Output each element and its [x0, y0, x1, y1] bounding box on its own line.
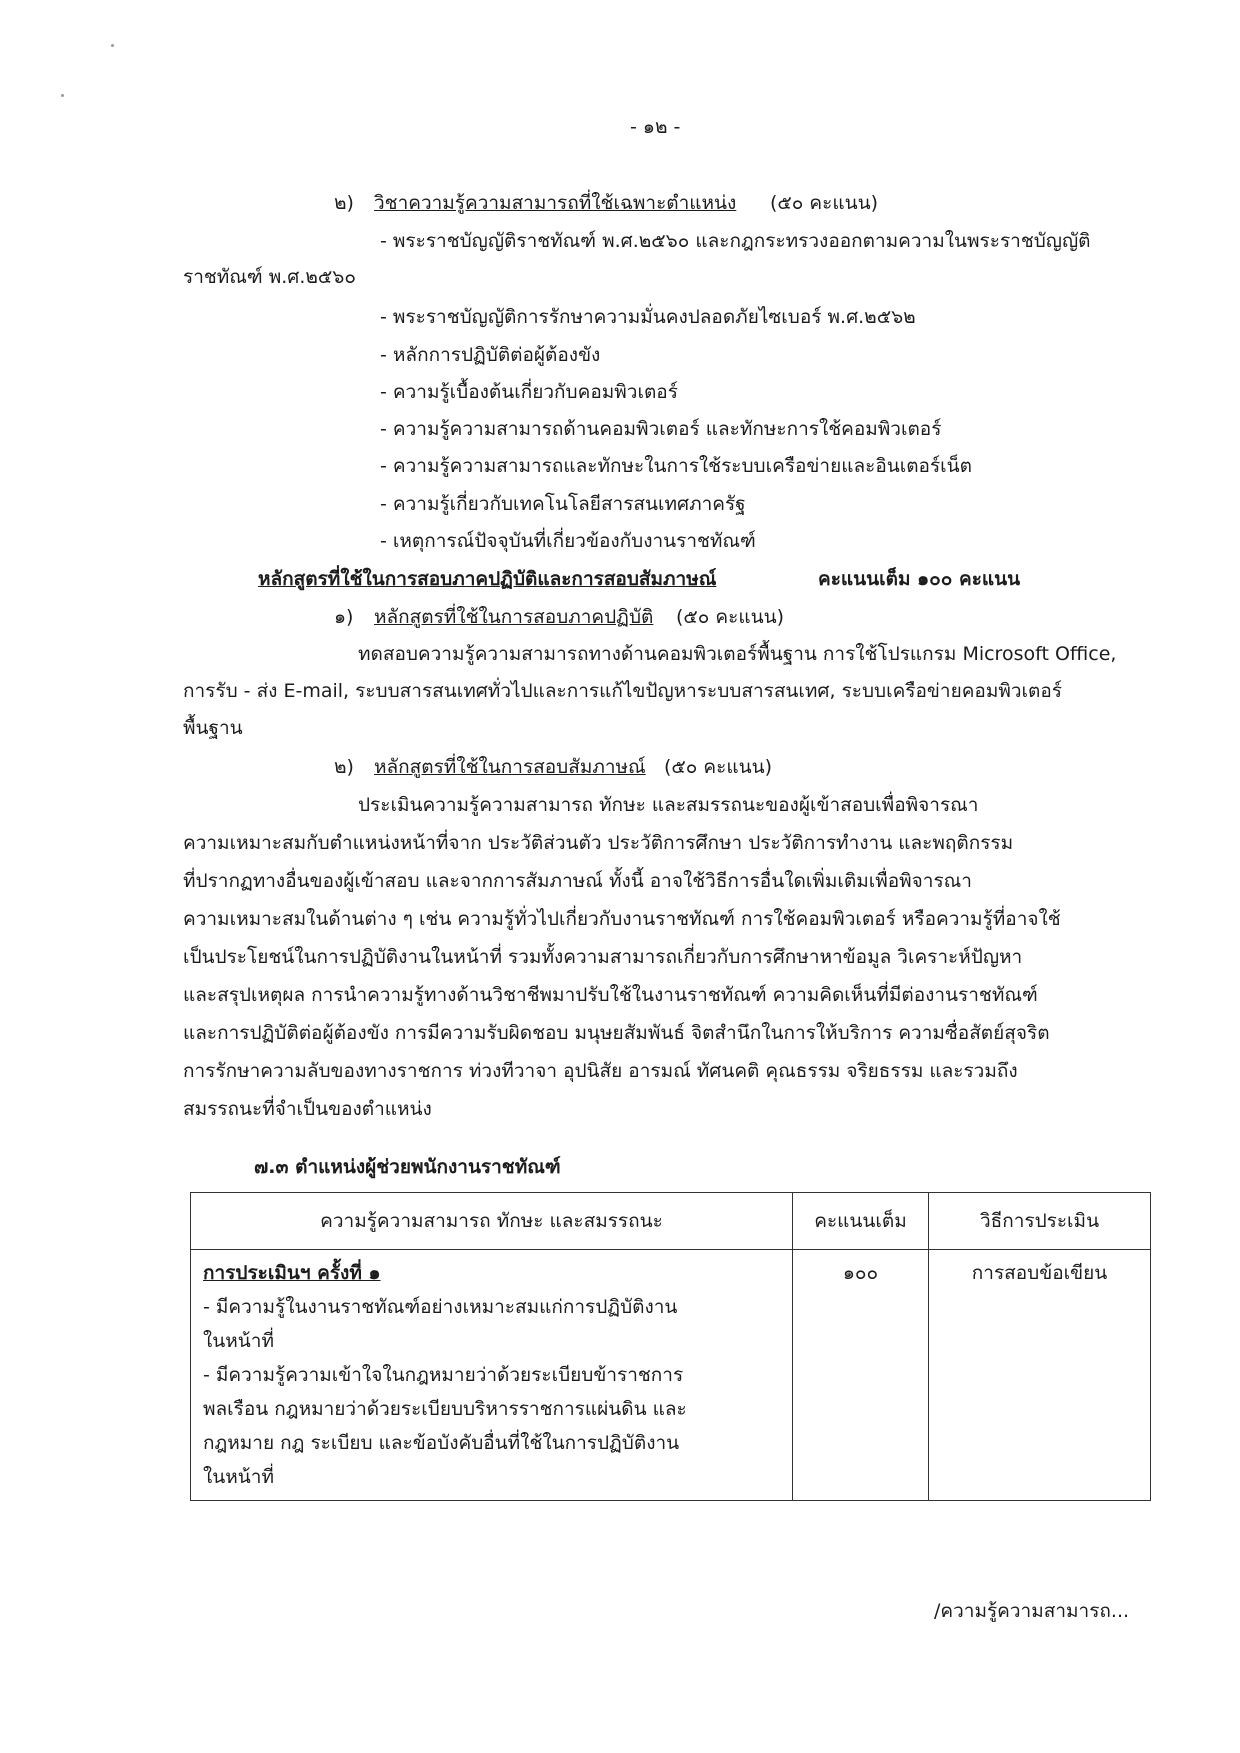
table-header-row: [191, 1193, 1151, 1250]
row-line: ในหน้าที่: [203, 1466, 274, 1488]
list-item: - ความรู้เบื้องต้นเกี่ยวกับคอมพิวเตอร์: [380, 381, 678, 403]
paragraph-line: สมรรถนะที่จำเป็นของตำแหน่ง: [183, 1098, 432, 1120]
header-full-score: คะแนนเต็ม: [793, 1193, 929, 1250]
paragraph-line: ประเมินความรู้ความสามารถ ทักษะ และสมรรถนะของผู้เข้าสอบเพื่อพิจารณา: [358, 794, 979, 816]
row-line: กฎหมาย กฎ ระเบียบ และข้อบังคับอื่นที่ใช้ในการปฏิบัติงาน: [203, 1432, 680, 1454]
row-line: ในหน้าที่: [203, 1330, 274, 1352]
header-method: วิธีการประเมิน: [929, 1193, 1151, 1250]
practical-full-score: คะแนนเต็ม ๑๐๐ คะแนน: [818, 568, 1021, 590]
sub1-title: หลักสูตรที่ใช้ในการสอบภาคปฏิบัติ: [374, 606, 654, 628]
section-score: (๕๐ คะแนน): [770, 192, 878, 214]
paragraph-line: การรักษาความลับของทางราชการ ท่วงทีวาจา อุปนิสัย อารมณ์ ทัศนคติ คุณธรรม จริยธรรม และรวมถึง: [183, 1060, 1018, 1082]
position-title: ๗.๓ ตำแหน่งผู้ช่วยพนักงานราชทัณฑ์: [254, 1156, 561, 1178]
paragraph-line: การรับ - ส่ง E-mail, ระบบสารสนเทศทั่วไปและการแก้ไขปัญหาระบบสารสนเทศ, ระบบเครือข่ายคอมพิวเตอร์: [183, 680, 1063, 702]
list-item: - ความรู้ความสามารถด้านคอมพิวเตอร์ และทักษะการใช้คอมพิวเตอร์: [380, 418, 942, 440]
sub1-score: (๕๐ คะแนน): [676, 606, 784, 628]
paragraph-line: ความเหมาะสมกับตำแหน่งหน้าที่จาก ประวัติส่วนตัว ประวัติการศึกษา ประวัติการทำงาน และพฤติกรรม: [183, 832, 1014, 854]
list-item: - พระราชบัญญัติราชทัณฑ์ พ.ศ.๒๕๖๐ และกฎกระทรวงออกตามความในพระราชบัญญัติ: [380, 230, 1091, 252]
assessment-table: [190, 1192, 1151, 1501]
scan-speck: [111, 44, 114, 47]
paragraph-line: เป็นประโยชน์ในการปฏิบัติงานในหน้าที่ รวมทั้งความสามารถเกี่ยวกับการศึกษาหาข้อมูล วิเคราะห์ปัญหา: [183, 946, 1023, 968]
paragraph-line: พื้นฐาน: [183, 717, 243, 739]
row-line: - มีความรู้ความเข้าใจในกฎหมายว่าด้วยระเบียบข้าราชการ: [203, 1364, 684, 1386]
paragraph-line: และสรุปเหตุผล การนำความรู้ทางด้านวิชาชีพมาปรับใช้ในงานราชทัณฑ์ ความคิดเห็นที่มีต่องานราชทัณฑ์: [183, 984, 1038, 1006]
paragraph-line: ทดสอบความรู้ความสามารถทางด้านคอมพิวเตอร์พื้นฐาน การใช้โปรแกรม Microsoft Office,: [358, 643, 1117, 665]
section-number: ๒): [334, 192, 354, 214]
paragraph-line: ความเหมาะสมในด้านต่าง ๆ เช่น ความรู้ทั่วไปเกี่ยวกับงานราชทัณฑ์ การใช้คอมพิวเตอร์ หรือความรู้ที่อาจใช้: [183, 908, 1061, 930]
list-item: - พระราชบัญญัติการรักษาความมั่นคงปลอดภัยไซเบอร์ พ.ศ.๒๕๖๒: [380, 306, 916, 328]
list-item: - ความรู้เกี่ยวกับเทคโนโลยีสารสนเทศภาครัฐ: [380, 493, 746, 515]
method-cell: การสอบข้อเขียน: [929, 1250, 1151, 1501]
list-item: - ความรู้ความสามารถและทักษะในการใช้ระบบเครือข่ายและอินเตอร์เน็ต: [380, 455, 972, 477]
sub2-title: หลักสูตรที่ใช้ในการสอบสัมภาษณ์: [374, 756, 646, 778]
row-title: การประเมินฯ ครั้งที่ ๑: [203, 1262, 381, 1284]
list-item-continuation: ราชทัณฑ์ พ.ศ.๒๕๖๐: [183, 266, 356, 288]
scan-speck: [61, 94, 64, 97]
practical-title: หลักสูตรที่ใช้ในการสอบภาคปฏิบัติและการสอบสัมภาษณ์: [258, 568, 717, 590]
row-line: - มีความรู้ในงานราชทัณฑ์อย่างเหมาะสมแก่การปฏิบัติงาน: [203, 1296, 678, 1318]
header-competency: ความรู้ความสามารถ ทักษะ และสมรรถนะ: [191, 1193, 793, 1250]
paragraph-line: และการปฏิบัติต่อผู้ต้องขัง การมีความรับผิดชอบ มนุษยสัมพันธ์ จิตสำนึกในการให้บริการ ความซื่อสัตย์สุจริต: [183, 1022, 1050, 1044]
sub2-number: ๒): [334, 756, 354, 778]
section-heading: วิชาความรู้ความสามารถที่ใช้เฉพาะตำแหน่ง: [374, 192, 737, 214]
sub1-number: ๑): [334, 606, 354, 628]
page-number: - ๑๒ -: [630, 116, 681, 138]
list-item: - เหตุการณ์ปัจจุบันที่เกี่ยวข้องกับงานราชทัณฑ์: [380, 530, 756, 552]
competency-cell: [191, 1250, 793, 1501]
paragraph-line: ที่ปรากฏทางอื่นของผู้เข้าสอบ และจากการสัมภาษณ์ ทั้งนี้ อาจใช้วิธีการอื่นใดเพิ่มเติมเพื่อพิจารณา: [183, 870, 972, 892]
list-item: - หลักการปฏิบัติต่อผู้ต้องขัง: [380, 344, 601, 366]
continuation-marker: /ความรู้ความสามารถ...: [934, 1600, 1130, 1622]
table-row: [191, 1250, 1151, 1501]
sub2-score: (๕๐ คะแนน): [664, 756, 772, 778]
row-line: พลเรือน กฎหมายว่าด้วยระเบียบบริหารราชการแผ่นดิน และ: [203, 1398, 687, 1420]
score-cell: ๑๐๐: [793, 1250, 929, 1501]
